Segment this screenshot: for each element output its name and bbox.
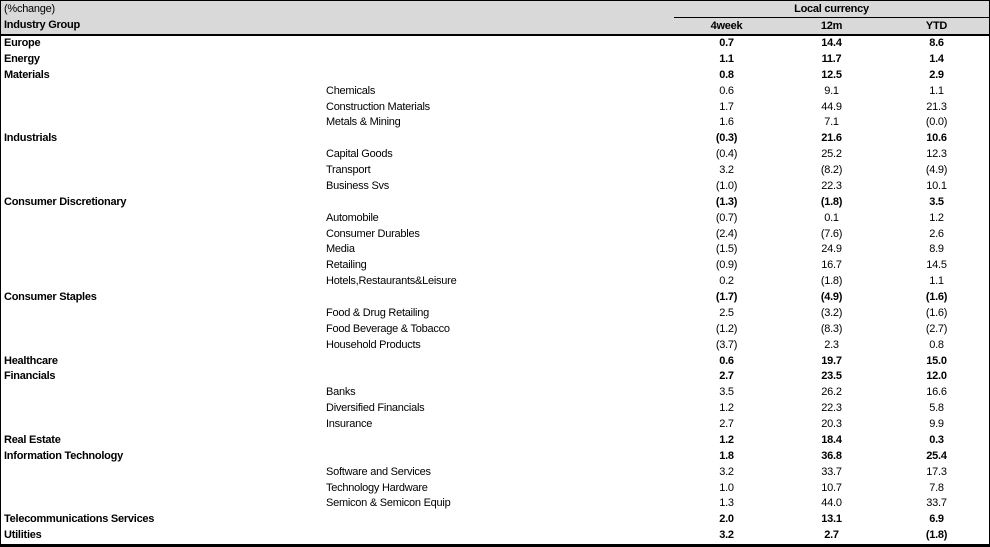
cell-ytd: 15.0 — [926, 354, 947, 367]
column-header-ytd: YTD — [925, 20, 948, 32]
cell-4week: (1.7) — [715, 291, 738, 303]
cell-12m: (4.9) — [820, 291, 843, 303]
cell-ytd: 9.9 — [929, 418, 944, 430]
industry-row — [1, 465, 989, 481]
industry-row — [1, 100, 989, 116]
cell-4week: 3.5 — [719, 386, 734, 399]
cell-12m: 0.1 — [824, 211, 839, 224]
cell-12m: 2.7 — [824, 529, 839, 542]
cell-4week: (1.2) — [715, 322, 738, 335]
industry-row — [1, 163, 989, 179]
row-label: Consumer Durables — [326, 227, 420, 240]
industry-row — [1, 496, 989, 512]
cell-ytd: 0.8 — [929, 338, 944, 351]
row-label: Banks — [326, 386, 356, 399]
cell-12m: (7.6) — [820, 227, 843, 240]
cell-12m: 19.7 — [821, 354, 842, 367]
cell-4week: 1.2 — [719, 433, 734, 446]
sector-row — [1, 354, 989, 370]
cell-12m: 44.9 — [821, 100, 842, 113]
cell-ytd: 6.9 — [929, 513, 944, 526]
cell-4week: 2.5 — [719, 306, 734, 319]
row-label: Healthcare — [4, 354, 58, 367]
cell-ytd: 33.7 — [926, 497, 947, 510]
table-body — [1, 36, 989, 544]
cell-ytd: 16.6 — [926, 386, 947, 399]
industry-row — [1, 338, 989, 354]
cell-12m: 36.8 — [821, 449, 842, 462]
sector-row — [1, 433, 989, 449]
cell-4week: 1.7 — [719, 100, 734, 113]
cell-4week: (1.0) — [715, 179, 738, 192]
cell-ytd: (1.6) — [925, 306, 948, 319]
sector-row — [1, 68, 989, 84]
cell-12m: 25.2 — [821, 148, 842, 161]
column-header-4week: 4week — [710, 20, 743, 32]
cell-12m: 14.4 — [821, 37, 842, 49]
row-label: Retailing — [326, 259, 367, 272]
cell-ytd: 10.1 — [926, 179, 947, 192]
industry-group-header: Industry Group — [4, 19, 80, 31]
cell-ytd: 1.1 — [929, 84, 944, 97]
cell-ytd: (4.9) — [925, 164, 948, 176]
cell-12m: 12.5 — [821, 68, 842, 81]
cell-ytd: 1.1 — [929, 275, 944, 288]
row-label: Transport — [326, 164, 371, 176]
cell-12m: (1.8) — [820, 275, 843, 288]
industry-row — [1, 385, 989, 401]
row-label: Chemicals — [326, 84, 376, 97]
cell-12m: 44.0 — [821, 497, 842, 510]
industry-row — [1, 274, 989, 290]
row-label: Europe — [4, 37, 41, 49]
row-label: Capital Goods — [326, 148, 393, 161]
row-label: Energy — [4, 52, 40, 65]
cell-4week: 3.2 — [719, 465, 734, 478]
industry-row — [1, 147, 989, 163]
cell-ytd: 0.3 — [929, 433, 944, 446]
industry-row — [1, 211, 989, 227]
row-label: Insurance — [326, 418, 373, 430]
cell-12m: 16.7 — [821, 259, 842, 272]
cell-12m: 7.1 — [824, 116, 839, 129]
row-label: Financials — [4, 370, 56, 383]
row-label: Telecommunications Services — [4, 513, 155, 526]
cell-ytd: 12.0 — [926, 370, 947, 383]
row-label: Semicon & Semicon Equip — [326, 497, 451, 510]
table-header — [1, 1, 989, 36]
row-label: Consumer Discretionary — [4, 195, 127, 208]
cell-4week: (0.7) — [715, 211, 738, 224]
row-label: Food & Drug Retailing — [326, 306, 429, 319]
cell-4week: 1.0 — [719, 481, 734, 494]
cell-ytd: (1.8) — [925, 529, 948, 542]
cell-ytd: 10.6 — [926, 132, 947, 145]
industry-row — [1, 481, 989, 497]
cell-4week: 1.6 — [719, 116, 734, 129]
industry-row — [1, 417, 989, 433]
cell-4week: (3.7) — [715, 338, 738, 351]
row-label: Software and Services — [326, 465, 431, 478]
sector-row — [1, 131, 989, 147]
cell-12m: 21.6 — [821, 132, 842, 145]
sector-row — [1, 290, 989, 306]
cell-4week: 0.2 — [719, 275, 734, 288]
row-label: Consumer Staples — [4, 291, 97, 303]
row-label: Construction Materials — [326, 100, 430, 113]
cell-ytd: 2.6 — [929, 227, 944, 240]
cell-4week: (0.9) — [715, 259, 738, 272]
cell-12m: 2.3 — [824, 338, 839, 351]
industry-row — [1, 322, 989, 338]
cell-4week: 3.2 — [719, 164, 734, 176]
row-label: Information Technology — [4, 449, 123, 462]
row-label: Technology Hardware — [326, 481, 428, 494]
cell-12m: 18.4 — [821, 433, 842, 446]
row-label: Industrials — [4, 132, 57, 145]
sector-row — [1, 52, 989, 68]
industry-row — [1, 179, 989, 195]
industry-row — [1, 258, 989, 274]
industry-row — [1, 115, 989, 131]
cell-12m: 22.3 — [821, 179, 842, 192]
cell-ytd: (0.0) — [925, 116, 948, 129]
cell-4week: 0.7 — [719, 37, 734, 49]
sector-row — [1, 36, 989, 52]
cell-ytd: 2.9 — [929, 68, 944, 81]
cell-4week: 2.7 — [719, 418, 734, 430]
cell-4week: 1.3 — [719, 497, 734, 510]
cell-ytd: 12.3 — [926, 148, 947, 161]
cell-12m: (8.2) — [820, 164, 843, 176]
header-row-columns — [1, 18, 989, 34]
sector-row — [1, 195, 989, 211]
industry-row — [1, 242, 989, 258]
row-label: Media — [326, 243, 355, 256]
cell-ytd: (1.6) — [925, 291, 948, 303]
cell-4week: (1.3) — [715, 195, 738, 208]
industry-row — [1, 306, 989, 322]
cell-12m: (3.2) — [820, 306, 843, 319]
cell-ytd: 8.6 — [929, 37, 944, 49]
cell-4week: 2.0 — [719, 513, 734, 526]
row-label: Business Svs — [326, 179, 390, 192]
cell-ytd: 5.8 — [929, 402, 944, 415]
cell-ytd: 8.9 — [929, 243, 944, 256]
cell-12m: 23.5 — [821, 370, 842, 383]
cell-12m: (1.8) — [820, 195, 843, 208]
cell-ytd: 1.2 — [929, 211, 944, 224]
cell-ytd: 14.5 — [926, 259, 947, 272]
cell-4week: 0.6 — [719, 354, 734, 367]
row-label: Household Products — [326, 338, 421, 351]
industry-row — [1, 227, 989, 243]
cell-ytd: 17.3 — [926, 465, 947, 478]
sector-row — [1, 449, 989, 465]
sector-row — [1, 512, 989, 528]
row-label: Hotels,Restaurants&Leisure — [326, 275, 457, 288]
percent-change-label: (%change) — [4, 3, 55, 15]
cell-4week: (0.3) — [715, 132, 738, 145]
row-label: Automobile — [326, 211, 379, 224]
currency-group-header: Local currency — [674, 1, 989, 18]
row-label: Metals & Mining — [326, 116, 401, 129]
cell-12m: 10.7 — [821, 481, 842, 494]
cell-12m: 9.1 — [824, 84, 839, 97]
cell-ytd: (2.7) — [925, 322, 948, 335]
cell-12m: 24.9 — [821, 243, 842, 256]
cell-4week: 1.8 — [719, 449, 734, 462]
column-header-12m: 12m — [820, 20, 843, 32]
row-label: Utilities — [4, 529, 42, 542]
row-label: Real Estate — [4, 433, 61, 446]
cell-12m: 26.2 — [821, 386, 842, 399]
sector-row — [1, 369, 989, 385]
cell-4week: 3.2 — [719, 529, 734, 542]
cell-4week: (0.4) — [715, 148, 738, 161]
sector-row — [1, 528, 989, 544]
industry-row — [1, 84, 989, 100]
industry-row — [1, 401, 989, 417]
header-row-currency — [1, 1, 989, 18]
row-label: Materials — [4, 68, 50, 81]
cell-12m: 20.3 — [821, 418, 842, 430]
cell-ytd: 1.4 — [929, 52, 944, 65]
cell-12m: 22.3 — [821, 402, 842, 415]
row-label: Food Beverage & Tobacco — [326, 322, 450, 335]
cell-ytd: 3.5 — [929, 195, 944, 208]
cell-12m: 13.1 — [821, 513, 842, 526]
cell-4week: 2.7 — [719, 370, 734, 383]
cell-ytd: 25.4 — [926, 449, 947, 462]
cell-4week: 1.2 — [719, 402, 734, 415]
cell-4week: 0.8 — [719, 68, 734, 81]
cell-12m: (8.3) — [820, 322, 843, 335]
row-label: Diversified Financials — [326, 402, 425, 415]
cell-4week: (1.5) — [715, 243, 738, 256]
cell-ytd: 7.8 — [929, 481, 944, 494]
cell-12m: 11.7 — [821, 52, 842, 65]
cell-ytd: 21.3 — [926, 100, 947, 113]
cell-4week: 0.6 — [719, 84, 734, 97]
cell-4week: 1.1 — [719, 52, 734, 65]
cell-4week: (2.4) — [715, 227, 738, 240]
cell-12m: 33.7 — [821, 465, 842, 478]
